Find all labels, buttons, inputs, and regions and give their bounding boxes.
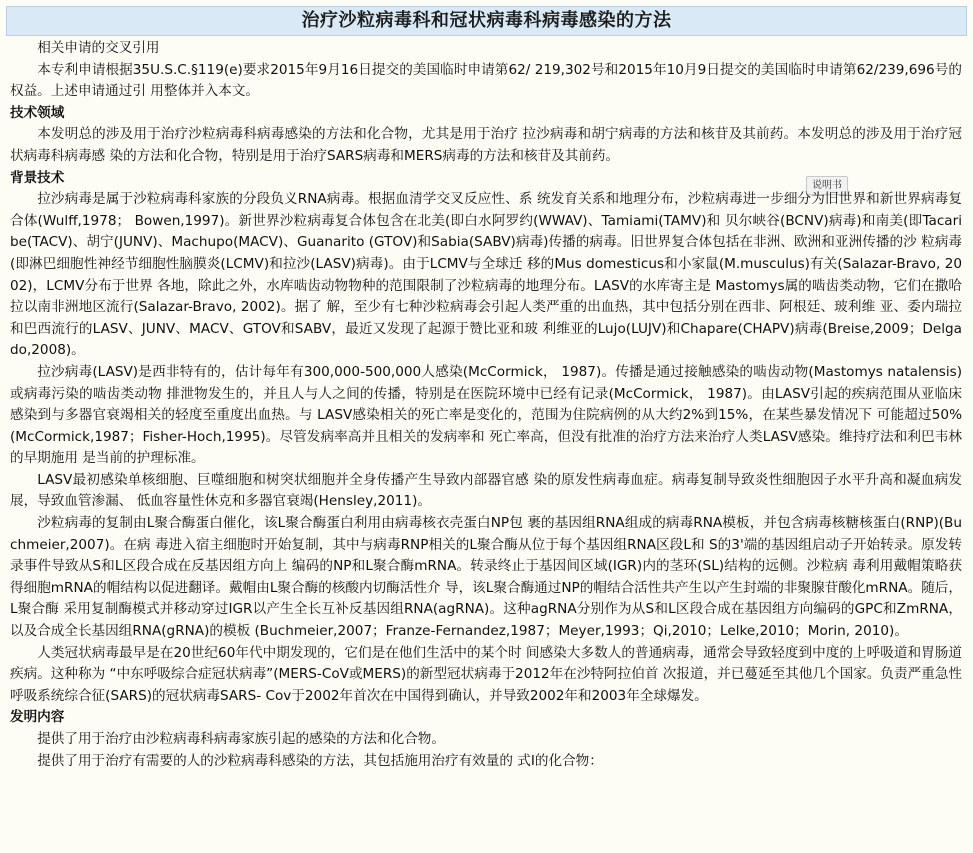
paragraph: 本发明总的涉及用于治疗沙粒病毒科病毒感染的方法和化合物，尤其是用于治疗 拉沙病毒和胡宁病毒的方法和核苷及其前药。本发明总的涉及用于治疗冠状病毒科病毒感 染的方法和化合物，特别是用于治疗SARS病毒和MERS病毒的方法和核苷及其前药。 (10, 126, 962, 164)
document-title: 治疗沙粒病毒科和冠状病毒科病毒感染的方法 (301, 10, 672, 31)
paragraph: 人类冠状病毒最早是在20世纪60年代中期发现的，它们是在他们生活中的某个时 间感染大多数人的普通病毒，通常会导致轻度到中度的上呼吸道和胃肠道疾病。这种称为 “中东呼吸综合症冠状病毒”(MERS-CoV或MERS)的新型冠状病毒于2012年在沙特阿拉伯首 次报道，并已蔓延至其他几个国家。负责严重急性呼吸系统综合征(SARS)的冠状病毒SARS- Cov于2002年首次在中国得到确认，并导致2002年和2003年全球爆发。 (10, 644, 962, 704)
description-tag[interactable]: 说明书 (806, 176, 848, 195)
paragraph: 提供了用于治疗由沙粒病毒科病毒家族引起的感染的方法和化合物。 (37, 731, 445, 747)
paragraph: LASV最初感染单核细胞、巨噬细胞和树突状细胞并全身传播产生导致内部器官感 染的原发性病毒血症。病毒复制导致炎性细胞因子水平升高和凝血病发展，导致血管渗漏、 低血容量性休克和多器官衰竭(Hensley,2011)。 (10, 471, 962, 510)
document-title-bar (6, 6, 967, 36)
section-heading: 背景技术 (10, 169, 65, 186)
paragraph: 本专利申请根据35U.S.C.§119(e)要求2015年9月16日提交的美国临时申请第62/ 219,302号和2015年10月9日提交的美国临时申请第62/239,696号的权益。上述申请通过引 用整体并入本文。 (10, 61, 962, 100)
paragraph: 相关申请的交叉引用 (37, 40, 160, 56)
paragraph: 提供了用于治疗有需要的人的沙粒病毒科感染的方法，其包括施用治疗有效量的 式I的化合物： (37, 752, 603, 769)
document-body (10, 38, 962, 772)
section-heading: 发明内容 (10, 709, 65, 726)
paragraph: 拉沙病毒(LASV)是西非特有的，估计每年有300,000-500,000人感染(McCormick， 1987)。传播是通过接触感染的啮齿动物(Mastomys natalensis)或病毒污染的啮齿类动物 排泄物发生的，并且人与人之间的传播，特别是在医院环境中已经有记录(McCormick， 1987)。由LASV引起的疾病范围从亚临床感染到与多器官衰竭相关的轻度至重度出血热。与 LASV感染相关的死亡率是变化的，范围为住院病例的从大约2%到15%，在某些暴发情况下 可能超过50%(McCormick,1987；Fisher-Hoch,1995)。尽管发病率高并且相关的发病率和 死亡率高，但没有批准的治疗方法来治疗人类LASV感染。维持疗法和利巴韦林的早期施用 是当前的护理标准。 (10, 363, 962, 467)
paragraph: 沙粒病毒的复制由L聚合酶蛋白催化，该L聚合酶蛋白利用由病毒核衣壳蛋白NP包 裹的基因组RNA组成的病毒RNA模板，并包含病毒核糖核蛋白(RNP)(Buchmeier,2007)。在病 毒进入宿主细胞时开始复制，其中与病毒RNP相关的L聚合酶从位于每个基因组RNA区段L和 S的3'端的基因组启动子开始转录。原发转录事件导致从S和L区段合成在反基因组方向上 编码的NP和L聚合酶mRNA。转录终止于基因间区域(IGR)内的茎环(SL)结构的远侧。沙粒病 毒利用戴帽策略获得细胞mRNA的帽结构以促进翻译。戴帽由L聚合酶的核酸内切酶活性介 导，该L聚合酶通过NP的帽结合活性共产生以产生封端的非聚腺苷酸化mRNA。随后，L聚合酶 采用复制酶模式并移动穿过IGR以产生全长互补反基因组RNA(agRNA)。这种agRNA分别作为从S和L区段合成在基因组方向编码的GPC和ZmRNA，以及合成全长基因组RNA(gRNA)的模板 (Buchmeier,2007；Franze-Fernandez,1987；Meyer,1993；Qi,2010；Lelke,2010；Morin, 2010)。 (10, 515, 962, 640)
paragraph: 拉沙病毒是属于沙粒病毒科家族的分段负义RNA病毒。根据血清学交叉反应性、系 统发育关系和地理分布，沙粒病毒进一步细分为旧世界和新世界病毒复合体(Wulff,1978； Bowen,1997)。新世界沙粒病毒复合体包含在北美(即白水阿罗约(WWAV)、Tamiami(TAMV)和 贝尔峡谷(BCNV)病毒)和南美(即Tacaribe(TACV)、胡宁(JUNV)、Machupo(MACV)、Guanarito (GTOV)和Sabia(SABV)病毒)传播的病毒。旧世界复合体包括在非洲、欧洲和亚洲传播的沙 粒病毒(即淋巴细胞性神经节细胞性脑膜炎(LCMV)和拉沙(LASV)病毒)。由于LCMV与全球迁 移的Mus domesticus和小家鼠(M.musculus)有关(Salazar-Bravo, 2002)，LCMV分布于世界 各地，除此之外，水库啮齿动物物种的范围限制了沙粒病毒的地理分布。LASV的水库寄主是 Mastomys属的啮齿类动物，它们在撒哈拉以南非洲地区流行(Salazar-Bravo, 2002)。据了 解，至少有七种沙粒病毒会引起人类严重的出血热，其中包括分别在西非、阿根廷、玻利维 亚、委内瑞拉和巴西流行的LASV、JUNV、MACV、GTOV和SABV，最近又发现了起源于赞比亚和玻 利维亚的Lujo(LUJV)和Chapare(CHAPV)病毒(Breise,2009；Delgado,2008)。 (10, 191, 962, 359)
section-heading: 技术领域 (10, 104, 65, 121)
